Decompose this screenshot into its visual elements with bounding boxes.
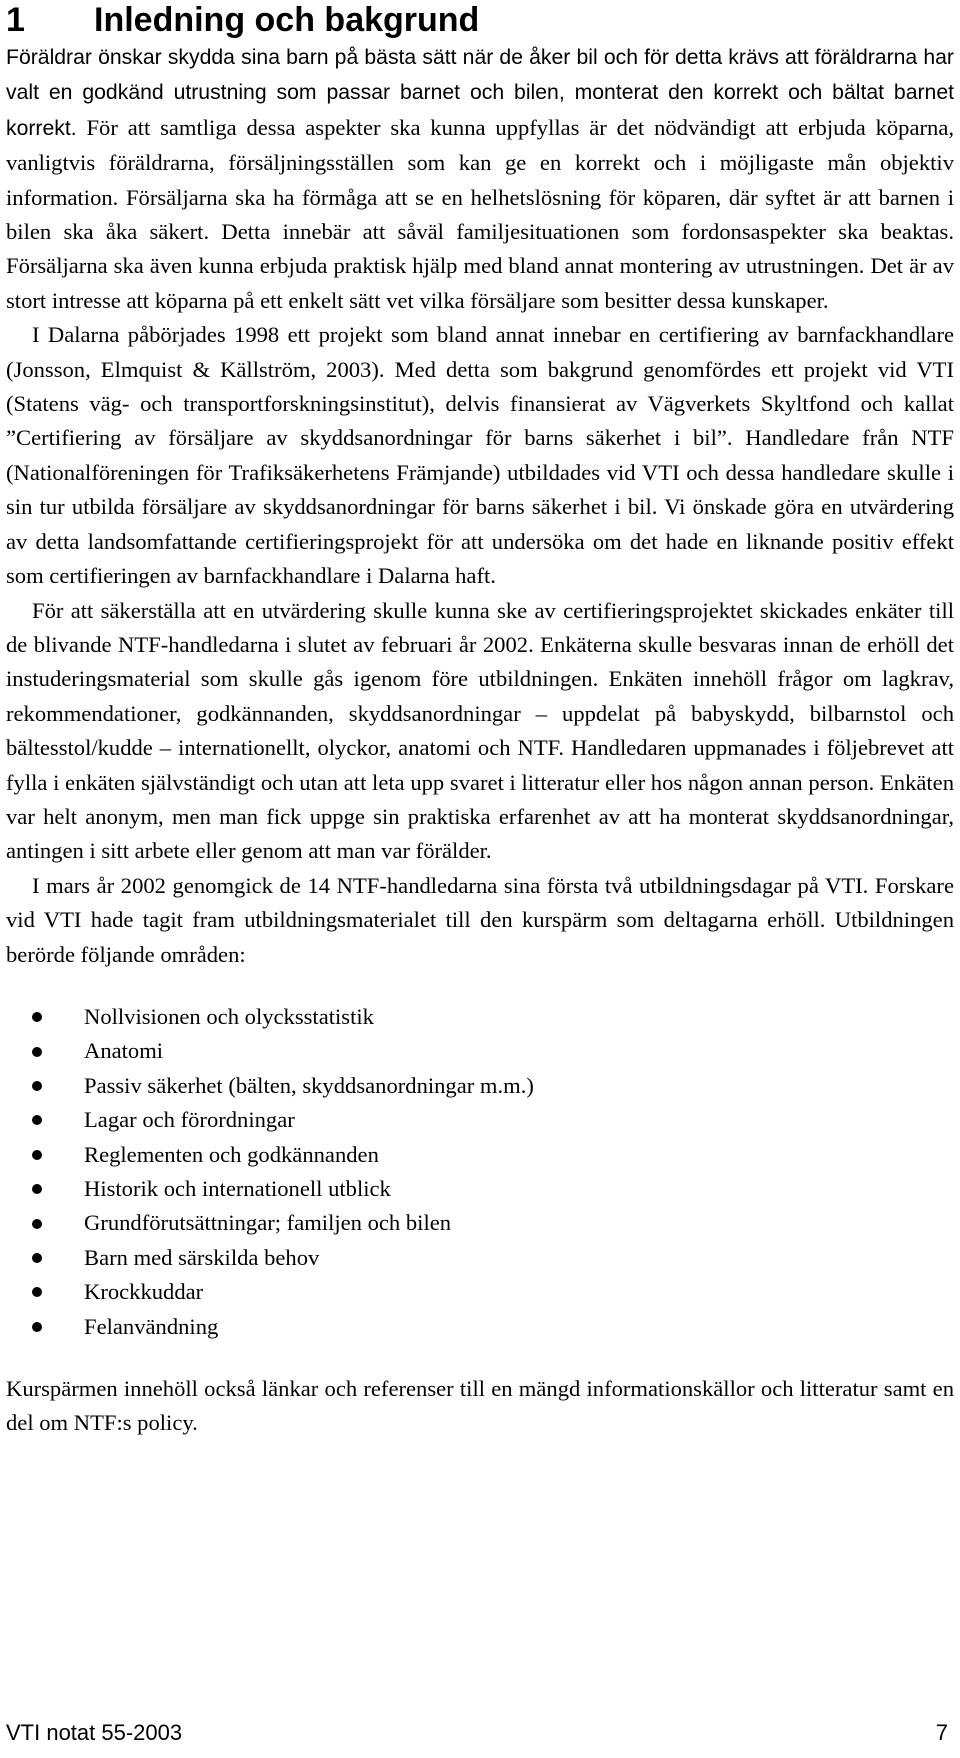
page-number: 7 bbox=[935, 1720, 948, 1745]
paragraph-1-serif-text: För att samtliga dessa aspekter ska kunna uppfyllas är det nödvändigt att erbjuda köparna, vanligtvis föräldrarna, försäljningsställen som kan ge en korrekt och i möjligaste mån objektiv information. Försäljarna ska ha förmåga att se en helhetslösning för köparen, där syftet är att barnen i bilen ska åka säkert. Detta innebär att såväl familjesituationen som fordonsaspekter ska beaktas. Försäljarna ska även kunna erbjuda praktisk hjälp med bland annat montering av utrustningen. Det är av stort intresse att köparna på ett enkelt sätt vet vilka försäljare som besitter dessa kunskaper. bbox=[6, 114, 954, 313]
list-item-text: Krockkuddar bbox=[84, 1279, 204, 1305]
section-title: Inledning och bakgrund bbox=[94, 1, 480, 39]
closing-paragraph: Kurspärmen innehöll också länkar och referenser till en mängd informationskällor och litteratur samt en del om NTF:s policy. bbox=[6, 1376, 954, 1436]
list-item bbox=[6, 1206, 954, 1240]
list-item-text: Reglementen och godkännanden bbox=[84, 1141, 379, 1167]
bullet-icon bbox=[32, 1184, 42, 1194]
bullet-icon bbox=[32, 1287, 42, 1297]
paragraph-1-sans-text: Föräldrar önskar skydda sina barn på bästa sätt när de åker bil och för detta krävs att föräldrarna har valt en godkänd utrustning som passar barnet och bilen, monterat den korrekt och bältat barnet korrekt. bbox=[6, 46, 954, 140]
list-item bbox=[6, 1069, 954, 1103]
list-item-text: Barn med särskilda behov bbox=[84, 1244, 320, 1270]
page-footer bbox=[6, 1718, 948, 1748]
list-item bbox=[6, 1034, 954, 1068]
list-item-text: Passiv säkerhet (bälten, skyddsanordningar m.m.) bbox=[84, 1072, 534, 1098]
list-item bbox=[6, 1275, 954, 1309]
list-item-text: Felanvändning bbox=[84, 1313, 219, 1339]
bullet-icon bbox=[32, 1115, 42, 1125]
topics-list bbox=[6, 1000, 954, 1344]
list-item bbox=[6, 1241, 954, 1275]
list-item-text: Lagar och förordningar bbox=[84, 1107, 295, 1133]
list-item-text: Grundförutsättningar; familjen och bilen bbox=[84, 1210, 452, 1236]
bullet-icon bbox=[32, 1253, 42, 1263]
list-item-text: Historik och internationell utblick bbox=[84, 1176, 391, 1201]
paragraph-1 bbox=[6, 40, 954, 318]
paragraph-3: För att säkerställa att en utvärdering skulle kunna ske av certifieringsprojektet skickades enkäter till de blivande NTF-handledarna i slutet av februari år 2002. Enkäterna skulle besvaras innan de erhöll det instuderingsmaterial som skulle gås igenom före utbildningen. Enkäten innehöll frågor om lagkrav, rekommendationer, godkännanden, skyddsanordningar – uppdelat på babyskydd, bilbarnstol och bältesstol/kudde – internationellt, olyckor, anatomi och NTF. Handledaren uppmanades i följebrevet att fylla i enkäten självständigt och utan att leta upp svaret i litteratur eller hos någon annan person. Enkäten var helt anonym, men man fick uppge sin praktiska erfarenhet av att ha monterat skyddsanordningar, antingen i sitt arbete eller genom att man var förälder. bbox=[6, 597, 954, 864]
footer-publication: VTI notat 55-2003 bbox=[6, 1720, 183, 1745]
paragraph-2: I Dalarna påbörjades 1998 ett projekt som bland annat innebar en certifiering av barnfackhandlare (Jonsson, Elmquist & Källström, 2003). Med detta som bakgrund genomfördes ett projekt vid VTI (Statens väg- och transportforskningsinstitut), delvis finansierat av Vägverkets Skyltfond och kallat ”Certifiering av försäljare av skyddsanordningar för barns säkerhet i bil”. Handledare från NTF (Nationalföreningen för Trafiksäkerhetens Främjande) utbildades vid VTI och dessa handledare skulle i sin tur utbilda försäljare av skyddsanordningar för barns säkerhet i bil. Vi önskade göra en utvärdering av detta landsomfattande certifieringsprojekt för att undersöka om det hade en liknande positiv effekt som certifieringen av barnfackhandlare i Dalarna haft. bbox=[6, 322, 954, 589]
list-item bbox=[6, 1138, 954, 1172]
list-item bbox=[6, 1310, 954, 1344]
section-heading bbox=[6, 0, 954, 40]
list-item-text: Anatomi bbox=[84, 1038, 164, 1064]
document-page bbox=[6, 0, 954, 1441]
bullet-icon bbox=[32, 1322, 42, 1332]
paragraph-4: I mars år 2002 genomgick de 14 NTF-handledarna sina första två utbildningsdagar på VTI. Forskare vid VTI hade tagit fram utbildningsmaterialet till den kurspärm som deltagarna erhöll. Utbildningen berörde följande områden: bbox=[6, 872, 954, 967]
list-item-text: Nollvisionen och olycksstatistik bbox=[84, 1003, 374, 1029]
bullet-icon bbox=[32, 1081, 42, 1091]
section-number: 1 bbox=[6, 1, 25, 39]
bullet-icon bbox=[32, 1012, 42, 1022]
list-item bbox=[6, 1172, 954, 1206]
bullet-icon bbox=[32, 1219, 42, 1229]
bullet-icon bbox=[32, 1150, 42, 1160]
list-item bbox=[6, 1103, 954, 1137]
list-item bbox=[6, 1000, 954, 1034]
bullet-icon bbox=[32, 1047, 42, 1057]
